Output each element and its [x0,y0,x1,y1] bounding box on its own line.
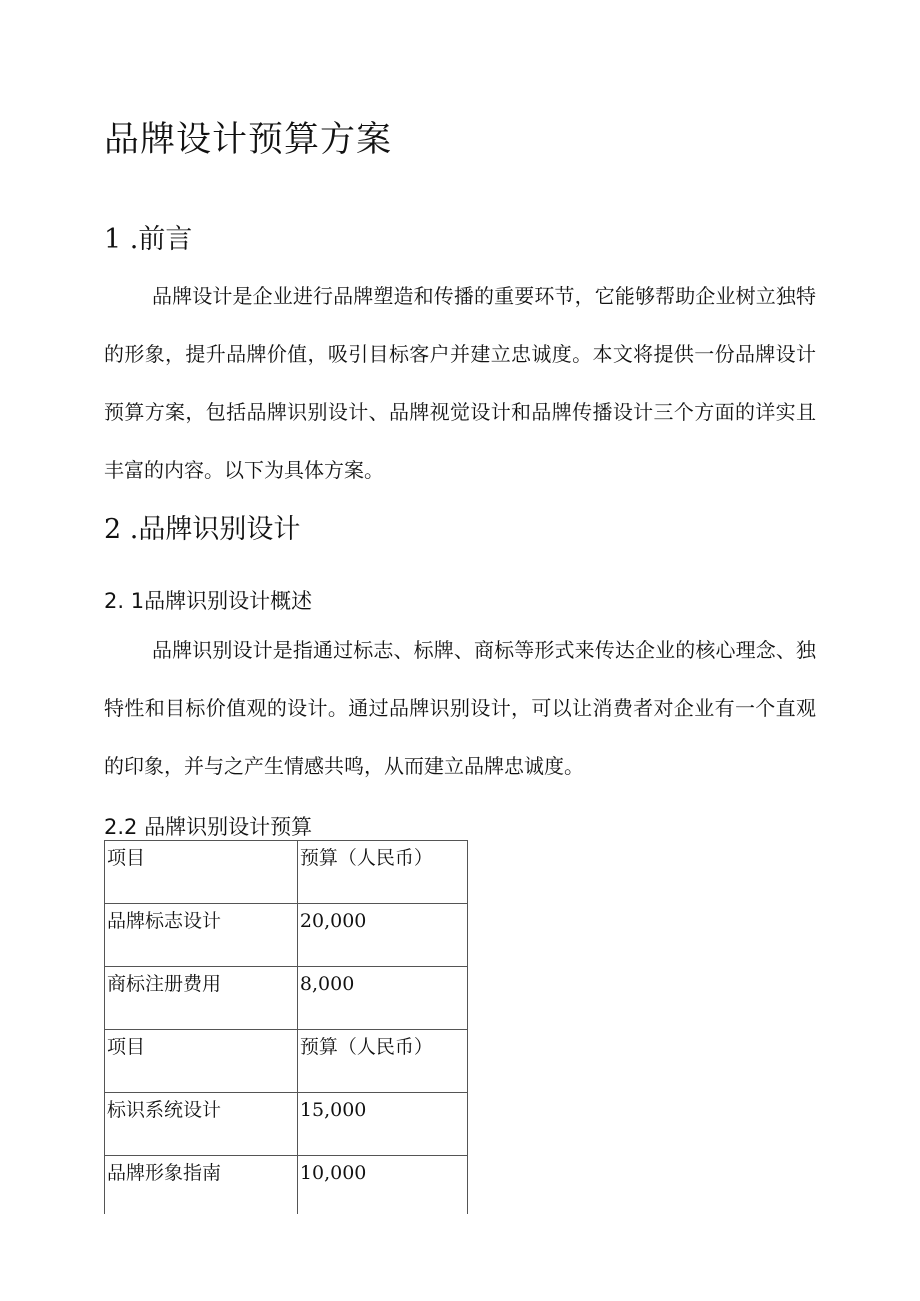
table-cell-item: 项目 [105,1030,298,1093]
overview-paragraph: 品牌识别设计是指通过标志、标牌、商标等形式来传达企业的核心理念、独特性和目标价值观的设计。通过品牌识别设计，可以让消费者对企业有一个直观的印象，并与之产生情感共鸣，从而建立品牌忠诚度。 [104,638,816,778]
table-cell-item: 品牌标志设计 [105,904,298,967]
table-cell-amount: 20,000 [297,904,467,967]
budget-table [104,840,468,1214]
table-cell-item: 项目 [105,841,298,904]
subsection-heading-overview: 2. 1品牌识别设计概述 [104,589,313,613]
table-row [105,1030,468,1093]
table-cell-amount: 10,000 [297,1156,467,1215]
table-row [105,967,468,1030]
table-row [105,904,468,967]
table-cell-amount: 预算（人民币） [297,841,467,904]
table-row [105,841,468,904]
table-row [105,1093,468,1156]
table-cell-item: 品牌形象指南 [105,1156,298,1215]
table-cell-amount: 8,000 [297,967,467,1030]
table-row [105,1156,468,1215]
subsection-heading-budget: 2.2 品牌识别设计预算 [104,815,313,839]
table-cell-amount: 预算（人民币） [297,1030,467,1093]
section-heading-intro: 1 .前言 [104,224,193,255]
table-cell-item: 商标注册费用 [105,967,298,1030]
table-cell-amount: 15,000 [297,1093,467,1156]
document-title: 品牌设计预算方案 [104,120,393,160]
section-heading-identity: 2 .品牌识别设计 [104,514,301,545]
intro-paragraph: 品牌设计是企业进行品牌塑造和传播的重要环节，它能够帮助企业树立独特的形象，提升品牌价值，吸引目标客户并建立忠诚度。本文将提供一份品牌设计预算方案，包括品牌识别设计、品牌视觉设计和品牌传播设计三个方面的详实且丰富的内容。以下为具体方案。 [104,284,816,482]
table-cell-item: 标识系统设计 [105,1093,298,1156]
